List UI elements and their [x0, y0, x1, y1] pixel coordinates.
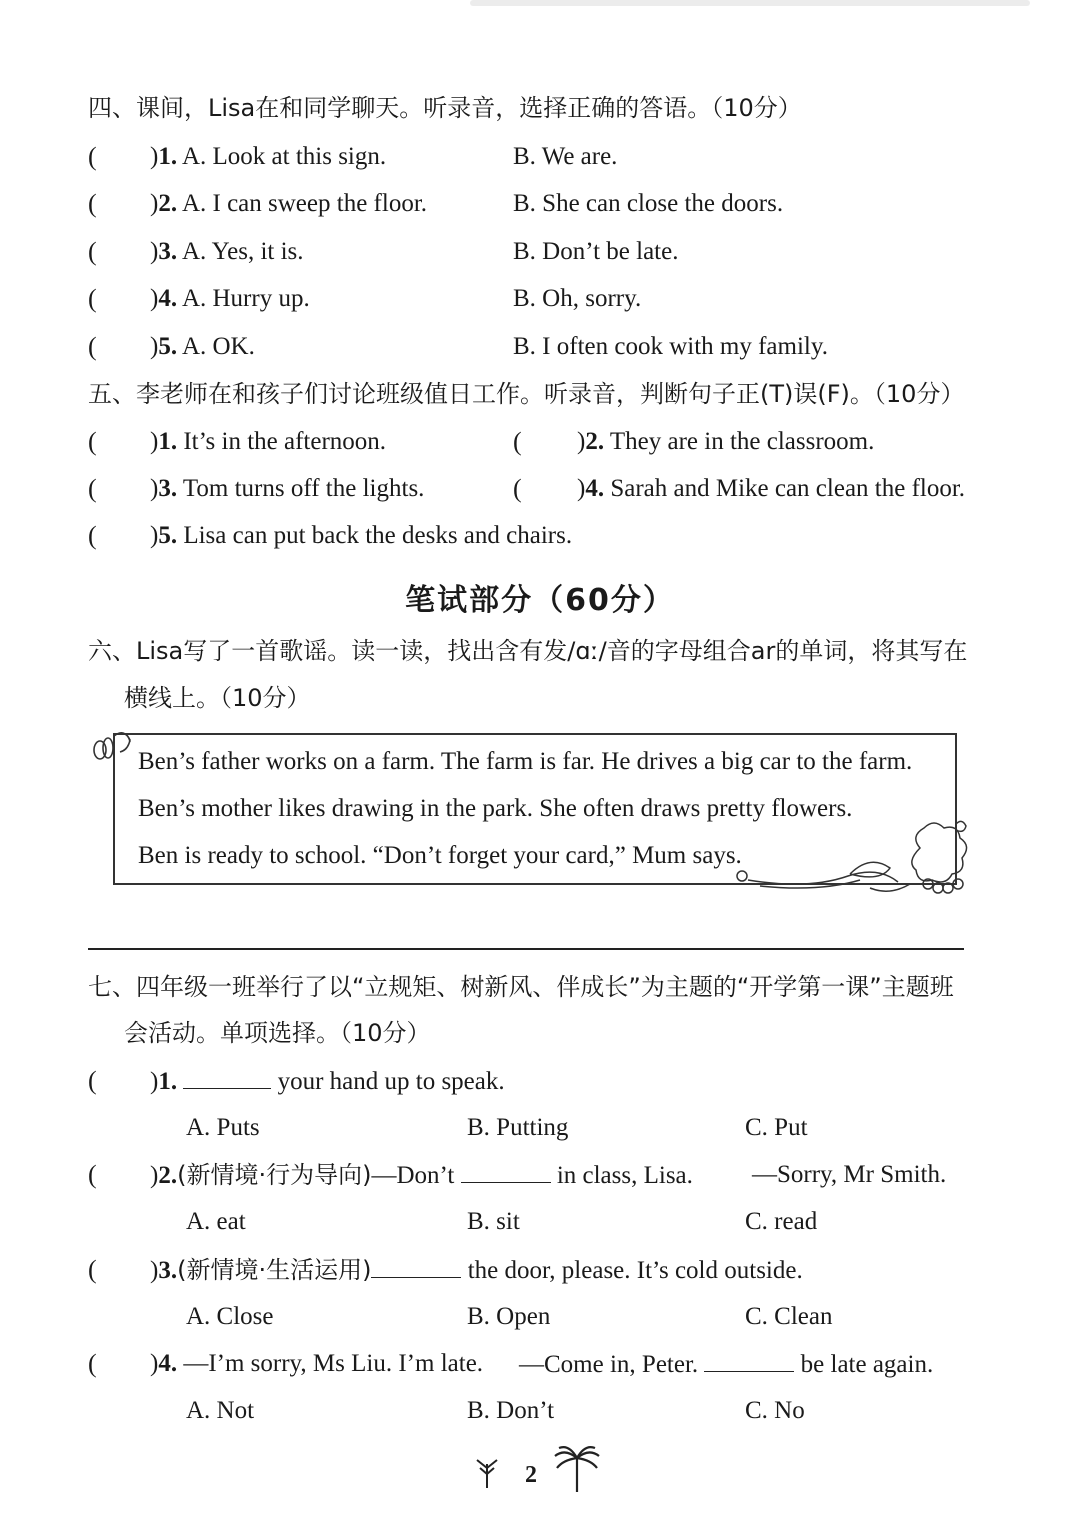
question-number: 4. [158, 1350, 178, 1377]
answer-paren-open[interactable]: ( [88, 1066, 97, 1095]
option-c: C. Put [745, 1114, 808, 1141]
context-tag: (新情境·生活运用) [177, 1256, 372, 1284]
answer-paren-open[interactable]: ( [88, 142, 97, 171]
top-edge-bar [470, 0, 1030, 6]
option-b: B. I often cook with my family. [513, 333, 828, 360]
answer-paren-open[interactable]: ( [88, 427, 97, 456]
question-number: 2. [158, 190, 178, 217]
reply-text: —Come in, Peter. [519, 1351, 705, 1378]
option-a: A. Puts [186, 1114, 260, 1141]
section7-heading: 七、四年级一班举行了以“立规矩、树新风、伴成长”为主题的“开学第一课”主题班 [88, 973, 954, 1001]
context-tag: (新情境·行为导向) [177, 1161, 372, 1189]
passage-line-3: Ben is ready to school. “Don’t forget your card,” Mum says. [138, 842, 742, 869]
written-part-title: 笔试部分（60分） [405, 583, 675, 618]
ribbon-flower-decoration-icon [730, 818, 980, 908]
answer-paren-open[interactable]: ( [513, 474, 522, 503]
answer-paren-open[interactable]: ( [88, 332, 97, 361]
option-b: B. We are. [513, 143, 618, 170]
option-a: A. Not [186, 1397, 255, 1424]
option-a: A. eat [186, 1208, 246, 1235]
answer-paren-open[interactable]: ( [513, 427, 522, 456]
answer-line[interactable] [88, 948, 964, 950]
paperclip-flourish-icon [84, 726, 144, 776]
option-a: A. Hurry up. [181, 285, 310, 312]
fill-blank[interactable] [371, 1255, 461, 1278]
question-number: 2. [158, 1162, 178, 1189]
option-b: B. Oh, sorry. [513, 285, 642, 312]
small-tree-icon [472, 1456, 502, 1490]
question-text: your hand up to speak. [271, 1068, 505, 1095]
fill-blank[interactable] [704, 1349, 794, 1372]
question-number: 5. [158, 522, 178, 549]
option-b: B. sit [467, 1208, 520, 1235]
statement: It’s in the afternoon. [183, 428, 387, 455]
question-number: 1. [158, 143, 178, 170]
option-c: C. No [745, 1397, 805, 1424]
option-a: A. Yes, it is. [181, 238, 304, 265]
section4-heading: 四、课间，Lisa在和同学聊天。听录音，选择正确的答语。（10分） [88, 94, 802, 122]
question-number: 3. [158, 238, 178, 265]
palm-tree-icon [552, 1444, 604, 1494]
question-number: 3. [158, 1257, 178, 1284]
answer-paren-open[interactable]: ( [88, 189, 97, 218]
question-text-end: be late again. [794, 1351, 934, 1378]
passage-line-2: Ben’s mother likes drawing in the park. She often draws pretty flowers. [138, 795, 853, 822]
question-text-end: in class, Lisa. [550, 1162, 693, 1189]
option-a: A. Close [186, 1303, 274, 1330]
statement: Tom turns off the lights. [182, 475, 425, 502]
question-text: the door, please. It’s cold outside. [461, 1257, 803, 1284]
option-b: B. Don’t be late. [513, 238, 679, 265]
question-number: 3. [158, 475, 178, 502]
statement: Lisa can put back the desks and chairs. [183, 522, 573, 549]
question-number: 5. [158, 333, 178, 360]
statement: They are in the classroom. [609, 428, 875, 455]
page-number: 2 [525, 1462, 537, 1488]
option-c: C. Clean [745, 1303, 833, 1330]
option-c: C. read [745, 1208, 818, 1235]
section5-heading: 五、李老师在和孩子们讨论班级值日工作。听录音，判断句子正(T)误(F)。（10分） [88, 380, 965, 408]
answer-paren-open[interactable]: ( [88, 521, 97, 550]
option-b: B. Open [467, 1303, 551, 1330]
option-b: B. Don’t [467, 1397, 555, 1424]
question-text: —I’m sorry, Ms Liu. I’m late. [183, 1350, 484, 1377]
question-number: 2. [585, 428, 605, 455]
section7-heading-cont: 会活动。单项选择。（10分） [124, 1019, 431, 1047]
reply-text: —Sorry, Mr Smith. [752, 1161, 947, 1188]
question-number: 4. [585, 475, 605, 502]
answer-paren-open[interactable]: ( [88, 284, 97, 313]
option-a: A. Look at this sign. [181, 143, 387, 170]
answer-paren-open[interactable]: ( [88, 1255, 97, 1284]
option-b: B. Putting [467, 1114, 569, 1141]
answer-paren-open[interactable]: ( [88, 474, 97, 503]
statement: Sarah and Mike can clean the floor. [610, 475, 966, 502]
answer-paren-open[interactable]: ( [88, 237, 97, 266]
question-number: 1. [158, 1068, 178, 1095]
question-number: 4. [158, 285, 178, 312]
answer-paren-open[interactable]: ( [88, 1349, 97, 1378]
question-number: 1. [158, 428, 178, 455]
answer-paren-open[interactable]: ( [88, 1160, 97, 1189]
option-a: A. I can sweep the floor. [181, 190, 428, 217]
fill-blank[interactable] [183, 1066, 271, 1089]
fill-blank[interactable] [461, 1160, 551, 1183]
section6-heading: 六、Lisa写了一首歌谣。读一读，找出含有发/ɑː/音的字母组合ar的单词，将其写在 [88, 637, 968, 665]
option-b: B. She can close the doors. [513, 190, 784, 217]
option-a: A. OK. [181, 333, 255, 360]
section6-heading-cont: 横线上。（10分） [124, 684, 311, 712]
question-text: —Don’t [371, 1162, 461, 1189]
passage-line-1: Ben’s father works on a farm. The farm is far. He drives a big car to the farm. [138, 748, 913, 775]
